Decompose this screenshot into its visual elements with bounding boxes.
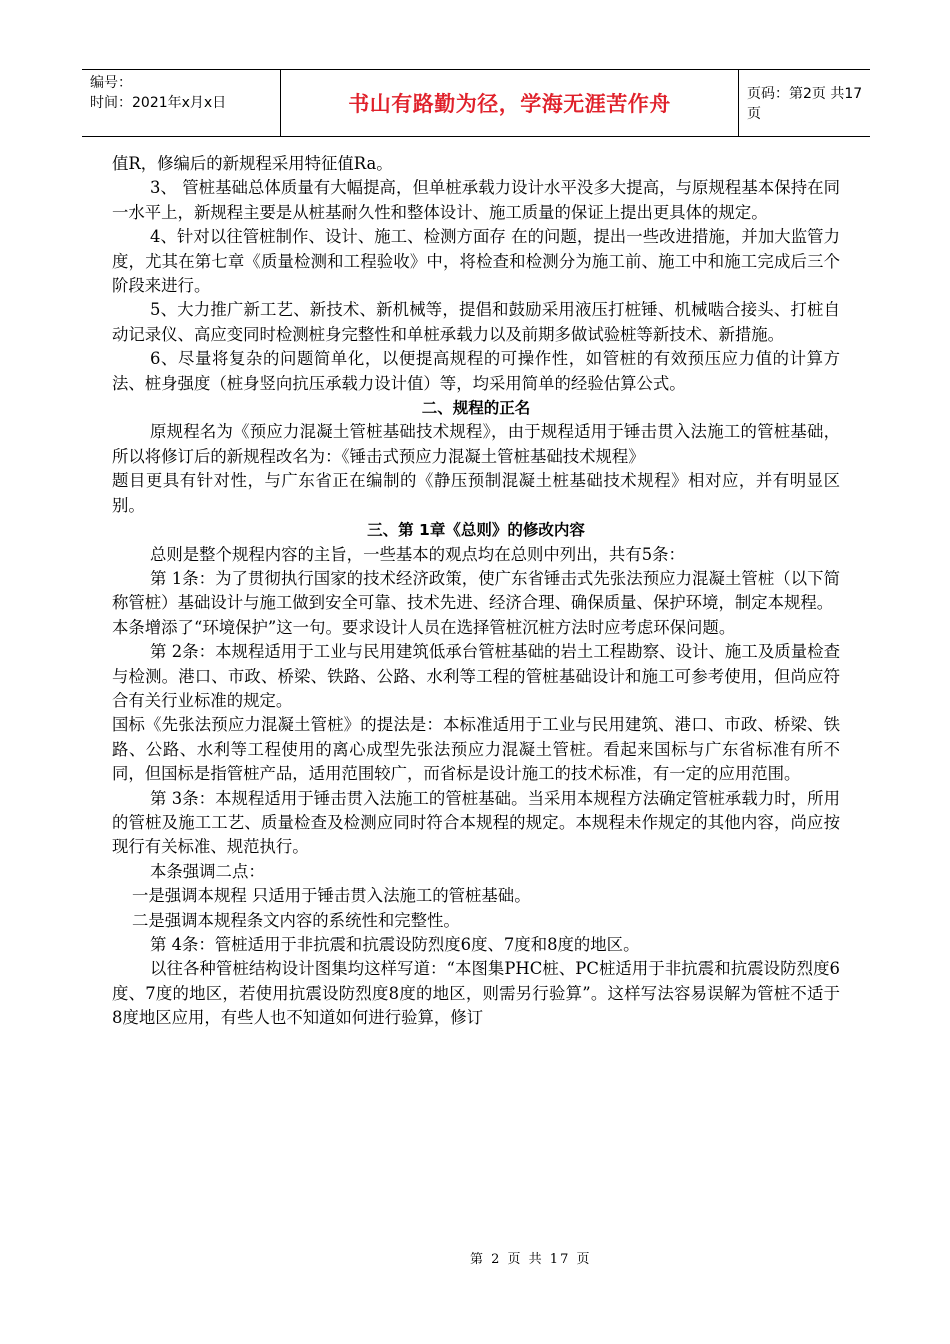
paragraph: 值R，修编后的新规程采用特征值Ra。 xyxy=(112,154,393,173)
document-body xyxy=(112,152,840,1031)
paragraph: 题目更具有针对性，与广东省正在编制的《静压预制混凝土桩基础技术规程》相对应，并有明显区别。 xyxy=(112,471,840,515)
paragraph: 5、大力推广新工艺、新技术、新机械等，提倡和鼓励采用液压打桩锤、机械啮合接头、打桩自动记录仪、高应变同时检测桩身完整性和单桩承载力以及前期多做试验桩等新技术、新措施。 xyxy=(112,300,840,344)
paragraph: 第 2条：本规程适用于工业与民用建筑低承台管桩基础的岩土工程勘察、设计、施工及质量检查与检测。港口、市政、桥梁、铁路、公路、水利等工程的管桩基础设计和施工可参考使用，但尚应符合有关行业标准的规定。 xyxy=(112,642,840,710)
paragraph: 第 1条：为了贯彻执行国家的技术经济政策，使广东省锤击式先张法预应力混凝土管桩（以下简称管桩）基础设计与施工做到安全可靠、技术先进、经济合理、确保质量、保护环境，制定本规程。 xyxy=(112,568,840,613)
header-meta xyxy=(82,70,281,136)
paragraph: 总则是整个规程内容的主旨，一些基本的观点均在总则中列出，共有5条： xyxy=(150,544,685,564)
page-footer: 第 2 页 共 17 页 xyxy=(470,1252,592,1267)
page-header xyxy=(82,69,870,137)
paragraph: 一是强调本规程 只适用于锤击贯入法施工的管桩基础。 xyxy=(132,886,531,906)
paragraph: 本条强调二点： xyxy=(150,861,265,881)
paragraph: 第 4条：管桩适用于非抗震和抗震设防烈度6度、7度和8度的地区。 xyxy=(150,935,640,954)
paragraph: 4、针对以往管桩制作、设计、施工、检测方面存 在的问题，提出一些改进措施，并加大监管力度，尤其在第七章《质量检测和工程验收》中，将检查和检测分为施工前、施工中和施工完成后三个阶段来进行。 xyxy=(112,227,840,296)
date-label: 时间：2021年x月x日 xyxy=(90,95,227,111)
section-heading: 二、规程的正名 xyxy=(421,399,531,418)
paragraph: 二是强调本规程条文内容的系统性和完整性。 xyxy=(132,910,460,930)
paragraph: 国标《先张法预应力混凝土管桩》的提法是：本标准适用于工业与民用建筑、港口、市政、桥梁、铁路、公路、水利等工程使用的离心成型先张法预应力混凝土管桩。看起来国标与广东省标准有所不同，但国标是指管桩产品，适用范围较广，而省标是设计施工的技术标准，有一定的应用范围。 xyxy=(112,715,840,784)
paragraph: 第 3条：本规程适用于锤击贯入法施工的管桩基础。当采用本规程方法确定管桩承载力时，所用的管桩及施工工艺、质量检查及检测应同时符合本规程的规定。本规程未作规定的其他内容，尚应按现行有关标准、规范执行。 xyxy=(112,788,840,857)
paragraph: 原规程名为《预应力混凝土管桩基础技术规程》，由于规程适用于锤击贯入法施工的管桩基础，所以将修订后的新规程改名为：《锤击式预应力混凝土管桩基础技术规程》 xyxy=(112,422,840,466)
header-page-number: 页码：第2页 共17页 xyxy=(747,86,863,122)
number-label: 编号： xyxy=(90,75,132,91)
paragraph: 本条增添了“环境保护”这一句。要求设计人员在选择管桩沉桩方法时应考虑环保问题。 xyxy=(112,617,736,637)
paragraph: 以往各种管桩结构设计图集均这样写道：“本图集PHC桩、PC桩适用于非抗震和抗震设防烈度6度、7度的地区，若使用抗震设防烈度8度的地区，则需另行验算”。这样写法容易误解为管桩不适于8度地区应用，有些人也不知道如何进行验算，修订 xyxy=(112,959,840,1028)
section-heading: 三、第 1章《总则》的修改内容 xyxy=(367,521,585,540)
paragraph: 3、 管桩基础总体质量有大幅提高，但单桩承载力设计水平没多大提高，与原规程基本保持在同一水平上，新规程主要是从桩基耐久性和整体设计、施工质量的保证上提出更具体的规定。 xyxy=(112,178,840,222)
header-motto: 书山有路勤为径，学海无涯苦作舟 xyxy=(281,70,739,136)
paragraph: 6、尽量将复杂的问题简单化，以便提高规程的可操作性，如管桩的有效预压应力值的计算方法、桩身强度（桩身竖向抗压承载力设计值）等，均采用简单的经验估算公式。 xyxy=(112,349,840,393)
